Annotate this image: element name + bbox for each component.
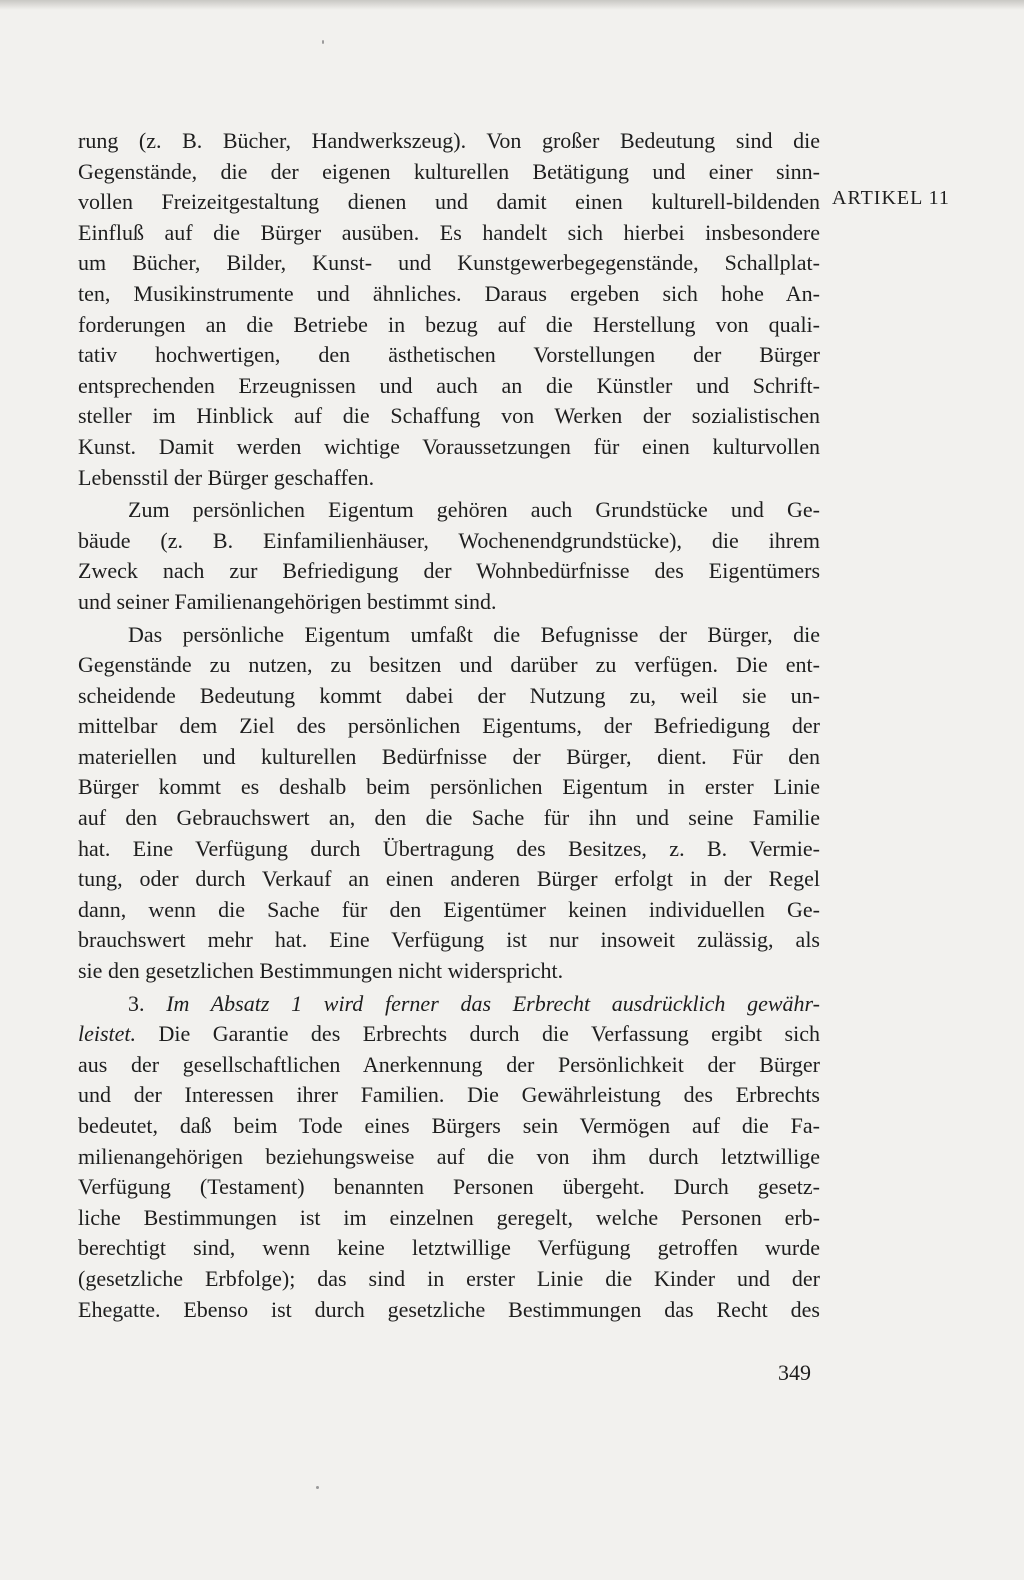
- text-line-section-3: [78, 989, 820, 1020]
- text-line: milienangehörigen beziehungsweise auf die von ihm durch letztwillige: [78, 1143, 820, 1169]
- section-heading-italic: Im Absatz 1 wird ferner das Erbrecht ausdrücklich gewähr-: [166, 990, 821, 1016]
- text-line: Zweck nach zur Befriedigung der Wohnbedürfnisse des Eigentümers: [78, 558, 820, 584]
- text-line: ten, Musikinstrumente und ähnliches. Daraus ergeben sich hohe An-: [78, 280, 820, 306]
- text-line: rung (z. B. Bücher, Handwerkszeug). Von großer Bedeutung sind die: [78, 128, 820, 153]
- text-line: brauchswert mehr hat. Eine Verfügung ist nur insoweit zulässig, als: [78, 927, 820, 953]
- text-line: bäude (z. B. Einfamilienhäuser, Wochenendgrundstücke), die ihrem: [78, 527, 820, 553]
- text-line: tung, oder durch Verkauf an einen anderen Bürger erfolgt in der Regel: [78, 866, 820, 892]
- scan-speck: [322, 40, 324, 44]
- text-line: entsprechenden Erzeugnissen und auch an die Künstler und Schrift-: [78, 372, 820, 398]
- text-line: steller im Hinblick auf die Schaffung von Werken der sozialistischen: [78, 403, 820, 429]
- text-line: berechtigt sind, wenn keine letztwillige Verfügung getroffen wurde: [78, 1235, 820, 1261]
- text-line: dann, wenn die Sache für den Eigentümer keinen individuellen Ge-: [78, 896, 820, 922]
- body-text: [78, 126, 820, 1325]
- text-line: hat. Eine Verfügung durch Übertragung des Besitzes, z. B. Vermie-: [78, 835, 820, 861]
- margin-note-article: ARTIKEL 11: [832, 187, 950, 209]
- text-line: liche Bestimmungen ist im einzelnen geregelt, welche Personen erb-: [78, 1204, 820, 1230]
- section-number: 3.: [128, 990, 167, 1016]
- text-line: Ehegatte. Ebenso ist durch gesetzliche Bestimmungen das Recht des: [78, 1296, 820, 1322]
- text-line: und der Interessen ihrer Familien. Die Gewährleistung des Erbrechts: [78, 1082, 820, 1108]
- text-line: Verfügung (Testament) benannten Personen übergeht. Durch gesetz-: [78, 1174, 820, 1200]
- text-span: Die Garantie des Erbrechts durch die Verfassung ergibt sich: [136, 1021, 820, 1047]
- text-line: Gegenstände zu nutzen, zu besitzen und darüber zu verfügen. Die ent-: [78, 652, 820, 678]
- text-line: materiellen und kulturellen Bedürfnisse der Bürger, dient. Für den: [78, 743, 820, 769]
- text-line: Bürger kommt es deshalb beim persönlichen Eigentum in erster Linie: [78, 774, 820, 800]
- text-line: auf den Gebrauchswert an, den die Sache für ihn und seine Familie: [78, 805, 820, 831]
- text-line: Das persönliche Eigentum umfaßt die Befugnisse der Bürger, die: [128, 621, 820, 647]
- text-line: Lebensstil der Bürger geschaffen.: [78, 464, 375, 490]
- text-line: vollen Freizeitgestaltung dienen und damit einen kulturell-bildenden: [78, 189, 820, 215]
- text-line: und seiner Familienangehörigen bestimmt sind.: [78, 588, 497, 614]
- text-line: Kunst. Damit werden wichtige Voraussetzungen für einen kulturvollen: [78, 433, 820, 459]
- text-line: sie den gesetzlichen Bestimmungen nicht widerspricht.: [78, 958, 564, 984]
- text-line: [78, 1019, 820, 1050]
- text-line: tativ hochwertigen, den ästhetischen Vorstellungen der Bürger: [78, 342, 820, 368]
- text-line: mittelbar dem Ziel des persönlichen Eigentums, der Befriedigung der: [78, 713, 820, 739]
- text-line: aus der gesellschaftlichen Anerkennung der Persönlichkeit der Bürger: [78, 1051, 820, 1077]
- scan-speck: [316, 1486, 319, 1489]
- text-line: (gesetzliche Erbfolge); das sind in erster Linie die Kinder und der: [78, 1265, 820, 1291]
- text-line: bedeutet, daß beim Tode eines Bürgers sein Vermögen auf die Fa-: [78, 1113, 820, 1138]
- text-line: Gegenstände, die der eigenen kulturellen Betätigung und einer sinn-: [78, 158, 820, 184]
- text-line: scheidende Bedeutung kommt dabei der Nutzung zu, weil sie un-: [78, 682, 820, 708]
- text-line: Einfluß auf die Bürger ausüben. Es handelt sich hierbei insbesondere: [78, 219, 820, 245]
- page-number: 349: [778, 1360, 811, 1385]
- section-heading-italic-end: leistet.: [78, 1021, 137, 1047]
- text-line: um Bücher, Bilder, Kunst- und Kunstgewerbegegenstände, Schallplat-: [78, 250, 820, 276]
- text-line: Zum persönlichen Eigentum gehören auch Grundstücke und Ge-: [128, 497, 820, 523]
- scan-edge-shadow: [0, 0, 1024, 10]
- text-line: forderungen an die Betriebe in bezug auf die Herstellung von quali-: [78, 311, 820, 337]
